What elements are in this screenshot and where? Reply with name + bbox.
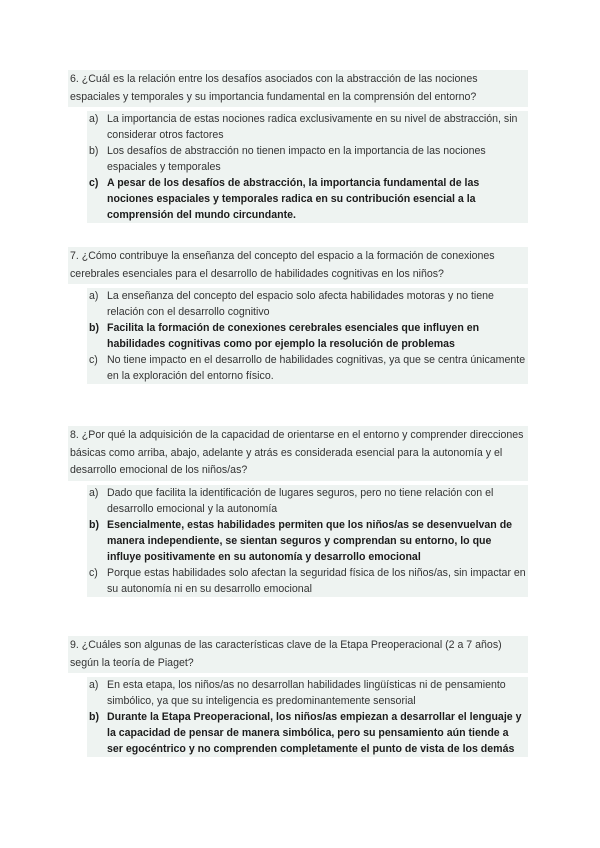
option-letter: c) xyxy=(89,177,99,189)
option-c xyxy=(87,352,528,384)
option-text: Durante la Etapa Preoperacional, los niños/as empiezan a desarrollar el lenguaje y la capacidad de pensar de manera simbólica, pero su pensamiento aún tiende a ser egocéntrico y no comprenden completamente el punto de vista de los demás xyxy=(107,711,522,755)
option-text: Dado que facilita la identificación de lugares seguros, pero no tiene relación con el desarrollo emocional y la autonomía xyxy=(107,486,494,515)
option-text: No tiene impacto en el desarrollo de habilidades cognitivas, ya que se centra únicamente en la exploración del entorno físico. xyxy=(107,354,526,382)
option-letter: a) xyxy=(89,679,99,691)
option-letter: b) xyxy=(89,322,99,334)
option-text: Esencialmente, estas habilidades permiten que los niños/as se desenvuelvan de manera independiente, se sientan seguros y comprendan su entorno, lo que influye positivamente en su autonomía y desarrollo emocional xyxy=(107,518,513,563)
question-8 xyxy=(70,426,528,597)
option-b-correct xyxy=(87,709,528,757)
option-a xyxy=(87,111,528,143)
option-letter: a) xyxy=(89,486,99,499)
option-b xyxy=(87,143,528,175)
question-stem: 6. ¿Cuál es la relación entre los desafíos asociados con la abstracción de las nociones espaciales y temporales y su importancia fundamental en la comprensión del entorno? xyxy=(68,70,528,107)
option-text: En esta etapa, los niños/as no desarrollan habilidades lingüísticas ni de pensamiento simbólico, ya que su inteligencia es predominantemente sensorial xyxy=(107,679,506,707)
option-b-correct xyxy=(87,517,528,565)
options-list xyxy=(70,111,528,223)
option-text: Facilita la formación de conexiones cerebrales esenciales que influyen en habilidades cognitivas como por ejemplo la resolución de problemas xyxy=(107,322,480,350)
question-stem: 8. ¿Por qué la adquisición de la capacidad de orientarse en el entorno y comprender direcciones básicas como arriba, abajo, adelante y atrás es considerada esencial para la autonomía y el desarrollo emocional de los niños/as? xyxy=(68,426,528,481)
option-text: A pesar de los desafíos de abstracción, la importancia fundamental de las nociones espaciales y temporales radica en su contribución esencial a la comprensión del mundo circundante. xyxy=(107,177,480,221)
option-letter: c) xyxy=(89,354,98,366)
option-a xyxy=(87,288,528,320)
question-9 xyxy=(70,636,528,757)
option-letter: b) xyxy=(89,518,99,531)
options-list xyxy=(70,288,528,384)
question-7 xyxy=(70,247,528,384)
option-a xyxy=(87,677,528,709)
option-letter: c) xyxy=(89,566,98,579)
option-text: La enseñanza del concepto del espacio solo afecta habilidades motoras y no tiene relación con el desarrollo cognitivo xyxy=(107,290,494,318)
option-letter: b) xyxy=(89,145,99,157)
question-stem: 7. ¿Cómo contribuye la enseñanza del concepto del espacio a la formación de conexiones cerebrales esenciales para el desarrollo de habilidades cognitivas en los niños? xyxy=(68,247,528,284)
option-c-correct xyxy=(87,175,528,223)
option-c xyxy=(87,565,528,597)
option-text: La importancia de estas nociones radica exclusivamente en su nivel de abstracción, sin considerar otros factores xyxy=(107,113,518,141)
question-stem: 9. ¿Cuáles son algunas de las características clave de la Etapa Preoperacional (2 a 7 años) según la teoría de Piaget? xyxy=(68,636,528,673)
option-b-correct xyxy=(87,320,528,352)
option-a xyxy=(87,485,528,517)
question-6 xyxy=(70,70,528,223)
options-list xyxy=(70,485,528,597)
options-list xyxy=(70,677,528,757)
option-letter: b) xyxy=(89,711,99,723)
option-text: Porque estas habilidades solo afectan la seguridad física de los niños/as, sin impactar en su autonomía ni en su desarrollo emocional xyxy=(107,566,526,595)
option-letter: a) xyxy=(89,290,99,302)
option-text: Los desafíos de abstracción no tienen impacto en la importancia de las nociones espaciales y temporales xyxy=(107,145,486,173)
option-letter: a) xyxy=(89,113,99,125)
